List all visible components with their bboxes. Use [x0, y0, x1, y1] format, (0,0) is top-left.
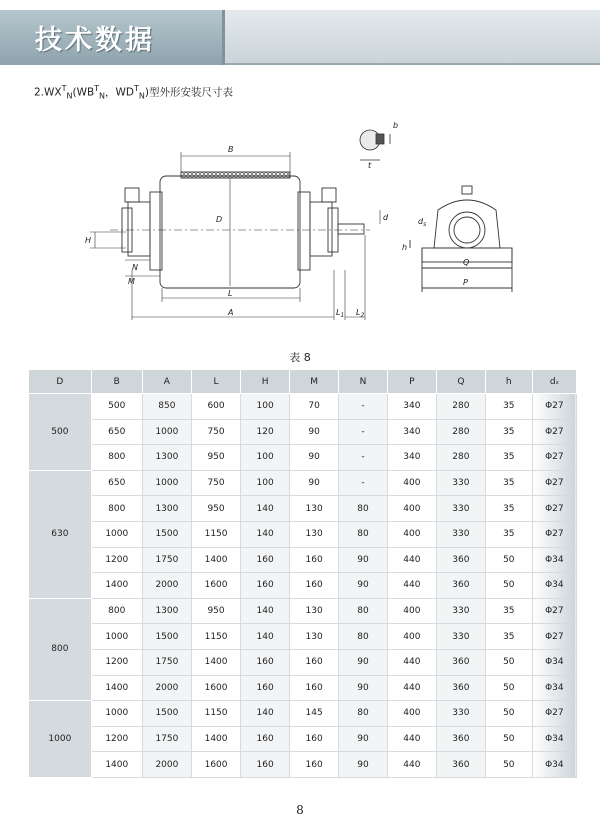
drum-body: [110, 172, 370, 288]
table-cell: 500: [91, 394, 142, 420]
table-cell: 1600: [191, 573, 240, 599]
table-cell: 750: [191, 470, 240, 496]
table-cell: 160: [290, 726, 339, 752]
table-row: [29, 701, 577, 727]
diameter-cell: 1000: [29, 701, 92, 778]
table-cell: 1500: [142, 521, 191, 547]
table-row: [29, 394, 577, 420]
table-cell: 600: [191, 394, 240, 420]
table-cell: 2000: [142, 752, 191, 778]
table-cell: Φ27: [532, 598, 576, 624]
table-cell: 1400: [191, 649, 240, 675]
table-row: [29, 521, 577, 547]
subtitle-prefix: 2.WX: [34, 86, 62, 99]
table-cell: 950: [191, 496, 240, 522]
subtitle-mid: (WB: [72, 86, 95, 99]
table-cell: 850: [142, 394, 191, 420]
table-cell: 1600: [191, 752, 240, 778]
table-cell: Φ34: [532, 752, 576, 778]
subtitle-sub: N: [138, 91, 145, 101]
table-cell: 90: [290, 419, 339, 445]
table-row: [29, 675, 577, 701]
column-header: h: [485, 370, 532, 394]
table-cell: 400: [387, 496, 436, 522]
table-cell: 1500: [142, 701, 191, 727]
table-row: [29, 470, 577, 496]
page-number: 8: [296, 803, 304, 817]
dim-label-D: D: [216, 215, 223, 224]
diameter-cell: 800: [29, 598, 92, 700]
table-cell: 340: [387, 419, 436, 445]
table-cell: 160: [241, 547, 290, 573]
table-cell: 160: [290, 547, 339, 573]
table-cell: 1400: [191, 547, 240, 573]
column-header: P: [387, 370, 436, 394]
table-cell: 80: [339, 624, 388, 650]
table-cell: 70: [290, 394, 339, 420]
table-row: [29, 445, 577, 471]
table-cell: 90: [290, 470, 339, 496]
subtitle-mid: ，WD: [105, 86, 134, 99]
table-cell: 90: [339, 752, 388, 778]
table-cell: Φ27: [532, 419, 576, 445]
table-cell: 1000: [91, 701, 142, 727]
table-row: [29, 752, 577, 778]
table-cell: 1400: [191, 726, 240, 752]
table-cell: 800: [91, 598, 142, 624]
header-rule: [225, 63, 600, 65]
table-cell: 35: [485, 394, 532, 420]
column-header: B: [91, 370, 142, 394]
table-row: [29, 726, 577, 752]
table-cell: 100: [241, 394, 290, 420]
column-header: D: [29, 370, 92, 394]
dim-label-N: N: [132, 263, 138, 272]
table-cell: 2000: [142, 675, 191, 701]
column-header: A: [142, 370, 191, 394]
table-cell: 1000: [91, 521, 142, 547]
dim-label-ds: $d_s$: [418, 217, 427, 228]
diameter-cell: 630: [29, 470, 92, 598]
table-row: [29, 573, 577, 599]
table-cell: 130: [290, 521, 339, 547]
table-cell: -: [339, 470, 388, 496]
table-cell: 440: [387, 547, 436, 573]
table-cell: 35: [485, 419, 532, 445]
table-row: [29, 624, 577, 650]
table-cell: 140: [241, 624, 290, 650]
table-cell: 280: [436, 419, 485, 445]
table-cell: 1750: [142, 547, 191, 573]
dim-label-A: A: [228, 308, 234, 317]
table-cell: 440: [387, 726, 436, 752]
table-cell: 80: [339, 701, 388, 727]
table-cell: 750: [191, 419, 240, 445]
installation-drawing: [70, 120, 550, 340]
table-cell: 1000: [142, 470, 191, 496]
table-cell: 2000: [142, 573, 191, 599]
table-cell: 440: [387, 649, 436, 675]
table-cell: 330: [436, 701, 485, 727]
table-cell: 800: [91, 496, 142, 522]
dim-label-P: P: [463, 278, 468, 287]
table-cell: Φ34: [532, 726, 576, 752]
table-cell: Φ34: [532, 675, 576, 701]
table-cell: 650: [91, 419, 142, 445]
table-cell: 50: [485, 573, 532, 599]
table-cell: 1400: [91, 675, 142, 701]
table-cell: 1000: [91, 624, 142, 650]
table-cell: 90: [290, 445, 339, 471]
table-cell: 1300: [142, 598, 191, 624]
table-cell: 330: [436, 470, 485, 496]
subtitle-sub: N: [66, 91, 73, 101]
dim-label-L2: $L_2$: [356, 308, 365, 319]
table-cell: 90: [339, 573, 388, 599]
table-cell: Φ27: [532, 624, 576, 650]
table-cell: 1300: [142, 445, 191, 471]
dim-label-L1: $L_1$: [336, 308, 345, 319]
dim-label-h: h: [402, 243, 408, 252]
table-cell: -: [339, 445, 388, 471]
table-cell: 1400: [91, 573, 142, 599]
table-cell: 50: [485, 675, 532, 701]
table-cell: 360: [436, 752, 485, 778]
column-header: Q: [436, 370, 485, 394]
table-cell: 90: [339, 649, 388, 675]
table-cell: 330: [436, 521, 485, 547]
table-cell: 360: [436, 649, 485, 675]
table-cell: 280: [436, 394, 485, 420]
table-cell: 1200: [91, 726, 142, 752]
table-cell: 50: [485, 752, 532, 778]
table-cell: 360: [436, 675, 485, 701]
table-cell: 160: [241, 573, 290, 599]
column-header: L: [191, 370, 240, 394]
drawing-labels: [85, 121, 469, 319]
page-title: 技术数据: [35, 25, 155, 56]
table-cell: Φ27: [532, 394, 576, 420]
diameter-cell: 500: [29, 394, 92, 471]
table-cell: 330: [436, 496, 485, 522]
table-cell: 100: [241, 470, 290, 496]
table-cell: 140: [241, 496, 290, 522]
table-cell: 400: [387, 598, 436, 624]
table-cell: 330: [436, 598, 485, 624]
table-cell: Φ34: [532, 547, 576, 573]
column-header: N: [339, 370, 388, 394]
table-cell: 360: [436, 573, 485, 599]
table-cell: 140: [241, 521, 290, 547]
dim-label-t: t: [368, 161, 372, 170]
table-row: [29, 419, 577, 445]
table-cell: 950: [191, 445, 240, 471]
table-cell: 80: [339, 598, 388, 624]
table-cell: 1150: [191, 521, 240, 547]
table-cell: 1750: [142, 649, 191, 675]
table-cell: 330: [436, 624, 485, 650]
table-cell: 1150: [191, 701, 240, 727]
subtitle-sup: T: [134, 84, 139, 93]
dim-label-L: L: [228, 289, 233, 298]
table-cell: 35: [485, 496, 532, 522]
table-cell: 35: [485, 470, 532, 496]
table-cell: 400: [387, 624, 436, 650]
dim-label-b: b: [393, 121, 399, 130]
table-row: [29, 598, 577, 624]
table-cell: 130: [290, 624, 339, 650]
table-cell: 160: [241, 675, 290, 701]
shaft-section: [360, 130, 390, 160]
table-cell: Φ34: [532, 649, 576, 675]
table-cell: 1600: [191, 675, 240, 701]
table-cell: 50: [485, 547, 532, 573]
column-header: dₛ: [532, 370, 576, 394]
table-cell: Φ34: [532, 573, 576, 599]
table-cell: 145: [290, 701, 339, 727]
table-cell: 1400: [91, 752, 142, 778]
table-cell: 1150: [191, 624, 240, 650]
table-cell: 950: [191, 598, 240, 624]
table-cell: 100: [241, 445, 290, 471]
table-cell: 1750: [142, 726, 191, 752]
dim-label-d: d: [383, 213, 389, 222]
table-cell: 400: [387, 701, 436, 727]
table-cell: 650: [91, 470, 142, 496]
column-header: H: [241, 370, 290, 394]
table-cell: 800: [91, 445, 142, 471]
table-cell: 160: [241, 726, 290, 752]
table-cell: 160: [290, 649, 339, 675]
table-cell: 140: [241, 598, 290, 624]
table-cell: 160: [241, 649, 290, 675]
table-cell: 35: [485, 598, 532, 624]
table-cell: 35: [485, 445, 532, 471]
table-cell: 440: [387, 675, 436, 701]
subtitle-suffix: )型外形安装尺寸表: [144, 86, 233, 99]
table-cell: 160: [290, 573, 339, 599]
table-cell: 360: [436, 547, 485, 573]
table-cell: 1500: [142, 624, 191, 650]
table-cell: 130: [290, 496, 339, 522]
table-cell: Φ27: [532, 470, 576, 496]
table-cell: 400: [387, 470, 436, 496]
table-cell: 160: [290, 752, 339, 778]
table-cell: 440: [387, 573, 436, 599]
table-cell: 50: [485, 701, 532, 727]
table-cell: 1000: [142, 419, 191, 445]
table-row: [29, 547, 577, 573]
dimension-table: [28, 369, 577, 778]
table-cell: 90: [339, 547, 388, 573]
table-cell: 1200: [91, 649, 142, 675]
table-cell: 35: [485, 521, 532, 547]
table-cell: 160: [290, 675, 339, 701]
table-header-row: [29, 370, 577, 394]
table-cell: 80: [339, 521, 388, 547]
table-caption: 表 8: [289, 351, 311, 364]
table-cell: 90: [339, 675, 388, 701]
subtitle-sup: T: [61, 84, 67, 93]
table-cell: 120: [241, 419, 290, 445]
table-row: [29, 496, 577, 522]
table-cell: 50: [485, 649, 532, 675]
column-header: M: [290, 370, 339, 394]
table-cell: 80: [339, 496, 388, 522]
subtitle-sup: T: [94, 84, 100, 93]
table-cell: 280: [436, 445, 485, 471]
table-cell: 130: [290, 598, 339, 624]
dim-label-H: H: [85, 236, 92, 245]
dim-label-M: M: [128, 277, 135, 286]
table-cell: Φ27: [532, 445, 576, 471]
table-cell: Φ27: [532, 701, 576, 727]
table-cell: 440: [387, 752, 436, 778]
table-cell: Φ27: [532, 521, 576, 547]
table-cell: 1200: [91, 547, 142, 573]
table-cell: 160: [241, 752, 290, 778]
table-cell: 340: [387, 445, 436, 471]
table-cell: -: [339, 419, 388, 445]
table-cell: -: [339, 394, 388, 420]
table-row: [29, 649, 577, 675]
table-cell: 1300: [142, 496, 191, 522]
dim-label-B: B: [228, 145, 234, 154]
table-cell: 90: [339, 726, 388, 752]
table-cell: 360: [436, 726, 485, 752]
bearing-seat: [410, 186, 512, 292]
dim-label-Q: Q: [463, 258, 470, 267]
table-cell: 35: [485, 624, 532, 650]
table-cell: 340: [387, 394, 436, 420]
table-cell: 400: [387, 521, 436, 547]
subtitle-sub: N: [99, 91, 106, 101]
table-cell: 50: [485, 726, 532, 752]
table-cell: 140: [241, 701, 290, 727]
section-subtitle: [34, 84, 233, 101]
table-cell: Φ27: [532, 496, 576, 522]
